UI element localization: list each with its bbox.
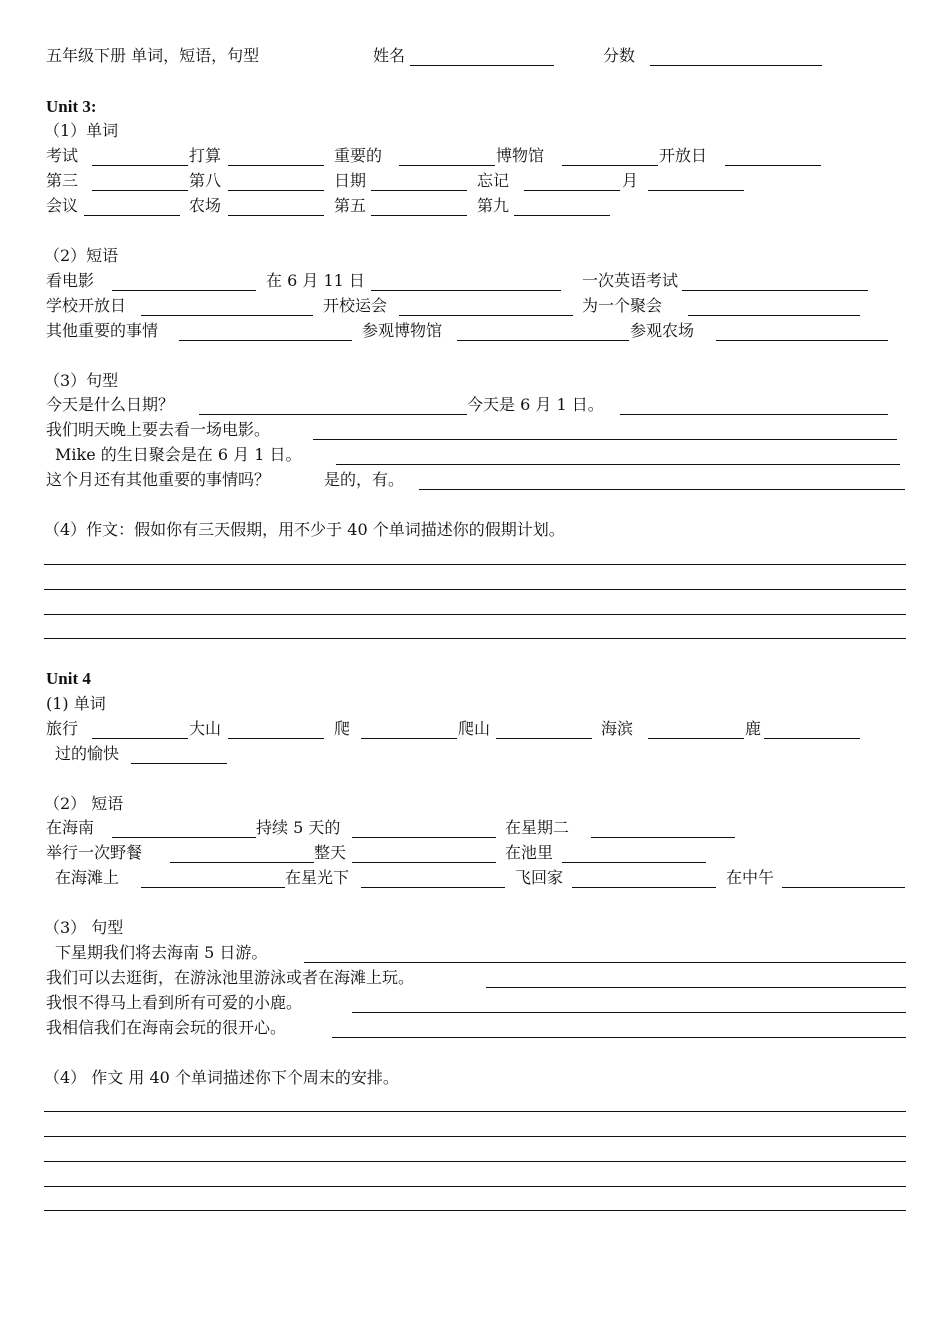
word-blank[interactable] <box>92 190 188 191</box>
word-blank[interactable] <box>725 165 821 166</box>
phrase-blank[interactable] <box>352 837 496 838</box>
sentence-label: Mike 的生日聚会是在 6 月 1 日。 <box>55 445 302 464</box>
name-blank[interactable] <box>410 65 554 66</box>
phrase-label: 在 6 月 11 日 <box>266 271 365 290</box>
phrase-blank[interactable] <box>688 315 860 316</box>
score-label: 分数 <box>603 46 636 65</box>
word-label: 会议 <box>46 196 79 215</box>
name-label: 姓名 <box>373 46 406 65</box>
phrase-blank[interactable] <box>399 315 573 316</box>
phrase-blank[interactable] <box>352 862 496 863</box>
essay-line[interactable] <box>44 638 906 639</box>
sentence-label: 今天是 6 月 1 日。 <box>467 395 604 414</box>
word-label: 第五 <box>334 196 367 215</box>
word-label: 第九 <box>477 196 510 215</box>
word-blank[interactable] <box>524 190 620 191</box>
word-blank[interactable] <box>131 763 227 764</box>
essay-line[interactable] <box>44 1186 906 1187</box>
word-blank[interactable] <box>228 215 324 216</box>
word-blank[interactable] <box>764 738 860 739</box>
phrase-blank[interactable] <box>361 887 505 888</box>
word-blank[interactable] <box>92 738 188 739</box>
word-blank[interactable] <box>562 165 658 166</box>
phrase-label: 在海滩上 <box>55 868 120 887</box>
sentence-label: 是的，有。 <box>324 470 405 489</box>
word-label: 打算 <box>189 146 222 165</box>
word-blank[interactable] <box>228 738 324 739</box>
sentence-label: 我恨不得马上看到所有可爱的小鹿。 <box>46 993 303 1012</box>
word-blank[interactable] <box>371 215 467 216</box>
phrase-label: 参观农场 <box>630 321 695 340</box>
phrase-label: 在中午 <box>726 868 775 887</box>
sentence-blank[interactable] <box>313 439 897 440</box>
sentence-label: 我们明天晚上要去看一场电影。 <box>46 420 271 439</box>
word-label: 第三 <box>46 171 79 190</box>
word-label: 第八 <box>189 171 222 190</box>
score-blank[interactable] <box>650 65 822 66</box>
word-blank[interactable] <box>228 190 324 191</box>
word-blank[interactable] <box>228 165 324 166</box>
word-blank[interactable] <box>399 165 495 166</box>
phrase-label: 举行一次野餐 <box>46 843 143 862</box>
phrase-blank[interactable] <box>457 340 629 341</box>
unit3-essay-heading: （4）作文：假如你有三天假期，用不少于 40 个单词描述你的假期计划。 <box>44 520 565 539</box>
phrase-label: 持续 5 天的 <box>256 818 341 837</box>
essay-line[interactable] <box>44 1161 906 1162</box>
phrase-label: 为一个聚会 <box>582 296 663 315</box>
word-label: 考试 <box>46 146 79 165</box>
word-blank[interactable] <box>648 190 744 191</box>
sentence-label: 今天是什么日期？ <box>46 395 175 414</box>
unit4-title: Unit 4 <box>46 669 91 688</box>
phrase-label: 在池里 <box>505 843 554 862</box>
unit3-sentences-heading: （3）句型 <box>44 371 119 390</box>
word-label: 海滨 <box>601 719 634 738</box>
sentence-blank[interactable] <box>304 962 906 963</box>
word-label: 忘记 <box>477 171 510 190</box>
phrase-label: 一次英语考试 <box>582 271 679 290</box>
phrase-label: 学校开放日 <box>46 296 127 315</box>
word-label: 爬山 <box>458 719 491 738</box>
sentence-blank[interactable] <box>332 1037 906 1038</box>
unit4-essay-heading: （4） 作文 用 40 个单词描述你下个周末的安排。 <box>44 1068 399 1087</box>
word-blank[interactable] <box>361 738 457 739</box>
unit3-phrases-heading: （2）短语 <box>44 246 119 265</box>
sentence-blank[interactable] <box>486 987 906 988</box>
phrase-blank[interactable] <box>141 887 285 888</box>
word-label: 月 <box>622 171 639 190</box>
phrase-blank[interactable] <box>141 315 313 316</box>
phrase-label: 在星期二 <box>505 818 570 837</box>
word-label: 爬 <box>334 719 351 738</box>
word-blank[interactable] <box>648 738 744 739</box>
unit3-title: Unit 3: <box>46 97 97 116</box>
phrase-label: 在星光下 <box>285 868 350 887</box>
essay-line[interactable] <box>44 1210 906 1211</box>
phrase-blank[interactable] <box>371 290 561 291</box>
phrase-label: 看电影 <box>46 271 95 290</box>
unit4-sentences-heading: （3） 句型 <box>44 918 124 937</box>
word-label: 大山 <box>189 719 222 738</box>
phrase-blank[interactable] <box>782 887 905 888</box>
sentence-blank[interactable] <box>419 489 905 490</box>
word-blank[interactable] <box>371 190 467 191</box>
worksheet-title: 五年级下册 单词，短语，句型 <box>46 46 260 65</box>
word-blank[interactable] <box>496 738 592 739</box>
word-label: 过的愉快 <box>55 744 120 763</box>
sentence-label: 我相信我们在海南会玩的很开心。 <box>46 1018 287 1037</box>
essay-line[interactable] <box>44 1136 906 1137</box>
essay-line[interactable] <box>44 589 906 590</box>
unit4-phrases-heading: （2） 短语 <box>44 794 124 813</box>
word-label: 农场 <box>189 196 222 215</box>
phrase-blank[interactable] <box>170 862 314 863</box>
word-label: 鹿 <box>745 719 762 738</box>
phrase-label: 参观博物馆 <box>362 321 443 340</box>
phrase-label: 整天 <box>314 843 347 862</box>
phrase-blank[interactable] <box>562 862 706 863</box>
word-label: 博物馆 <box>496 146 545 165</box>
phrase-blank[interactable] <box>112 837 256 838</box>
word-label: 旅行 <box>46 719 79 738</box>
phrase-blank[interactable] <box>179 340 352 341</box>
phrase-label: 开校运会 <box>323 296 388 315</box>
unit3-words-heading: （1）单词 <box>44 121 119 140</box>
word-label: 重要的 <box>334 146 383 165</box>
word-label: 开放日 <box>659 146 708 165</box>
essay-line[interactable] <box>44 1111 906 1112</box>
phrase-blank[interactable] <box>716 340 888 341</box>
sentence-label: 这个月还有其他重要的事情吗？ <box>46 470 271 489</box>
phrase-blank[interactable] <box>112 290 256 291</box>
word-blank[interactable] <box>514 215 610 216</box>
phrase-blank[interactable] <box>591 837 735 838</box>
word-label: 日期 <box>334 171 367 190</box>
phrase-blank[interactable] <box>572 887 716 888</box>
phrase-label: 其他重要的事情 <box>46 321 159 340</box>
word-blank[interactable] <box>84 215 180 216</box>
phrase-label: 在海南 <box>46 818 95 837</box>
sentence-blank[interactable] <box>352 1012 906 1013</box>
phrase-label: 飞回家 <box>515 868 564 887</box>
sentence-label: 我们可以去逛街，在游泳池里游泳或者在海滩上玩。 <box>46 968 415 987</box>
essay-line[interactable] <box>44 564 906 565</box>
phrase-blank[interactable] <box>682 290 868 291</box>
sentence-blank[interactable] <box>199 414 467 415</box>
sentence-label: 下星期我们将去海南 5 日游。 <box>55 943 268 962</box>
word-blank[interactable] <box>92 165 188 166</box>
unit4-words-heading: (1) 单词 <box>46 694 106 713</box>
sentence-blank[interactable] <box>336 464 900 465</box>
sentence-blank[interactable] <box>620 414 888 415</box>
essay-line[interactable] <box>44 614 906 615</box>
